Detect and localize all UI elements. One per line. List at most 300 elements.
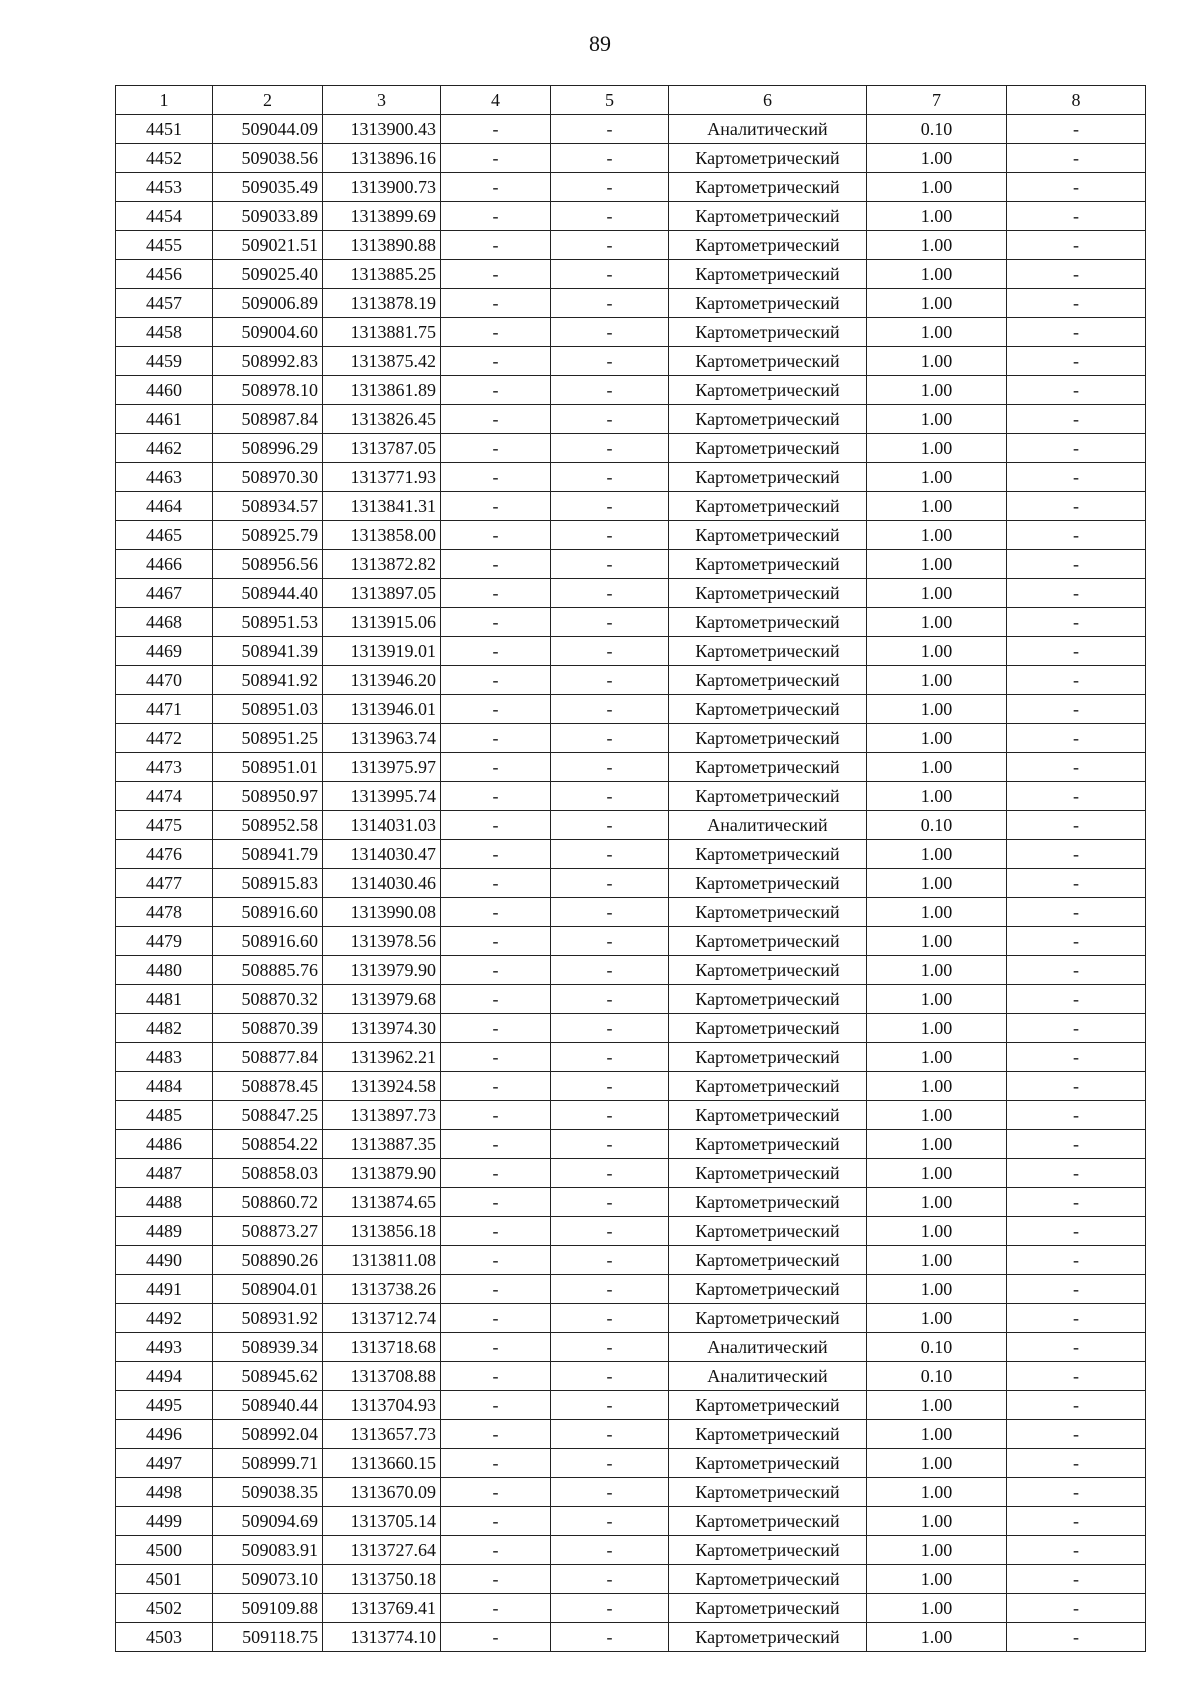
x-coordinate-cell: 509083.91 [213,1536,323,1565]
col5-cell: - [551,1420,669,1449]
y-coordinate-cell: 1313712.74 [323,1304,441,1333]
y-coordinate-cell: 1313841.31 [323,492,441,521]
table-row [116,463,1146,492]
method-cell: Картометрический [669,173,867,202]
col4-cell: - [441,753,551,782]
table-row [116,1333,1146,1362]
y-coordinate-cell: 1313899.69 [323,202,441,231]
col5-cell: - [551,1362,669,1391]
point-number-cell: 4479 [116,927,213,956]
x-coordinate-cell: 508951.25 [213,724,323,753]
col5-cell: - [551,260,669,289]
col5-cell: - [551,521,669,550]
x-coordinate-cell: 508939.34 [213,1333,323,1362]
col4-cell: - [441,318,551,347]
table-row [116,1391,1146,1420]
method-cell: Картометрический [669,898,867,927]
point-number-cell: 4472 [116,724,213,753]
accuracy-cell: 1.00 [867,463,1007,492]
table-row [116,869,1146,898]
point-number-cell: 4457 [116,289,213,318]
col4-cell: - [441,1594,551,1623]
col8-cell: - [1007,666,1146,695]
y-coordinate-cell: 1313708.88 [323,1362,441,1391]
y-coordinate-cell: 1313875.42 [323,347,441,376]
method-cell: Аналитический [669,115,867,144]
x-coordinate-cell: 508870.39 [213,1014,323,1043]
x-coordinate-cell: 509021.51 [213,231,323,260]
table-row [116,1072,1146,1101]
col4-cell: - [441,724,551,753]
x-coordinate-cell: 508951.01 [213,753,323,782]
table-row [116,637,1146,666]
col4-cell: - [441,1101,551,1130]
point-number-cell: 4489 [116,1217,213,1246]
accuracy-cell: 1.00 [867,1246,1007,1275]
col5-cell: - [551,434,669,463]
table-row [116,521,1146,550]
col4-cell: - [441,1391,551,1420]
col8-cell: - [1007,927,1146,956]
method-cell: Картометрический [669,260,867,289]
col4-cell: - [441,1362,551,1391]
point-number-cell: 4484 [116,1072,213,1101]
col5-cell: - [551,1623,669,1652]
col8-cell: - [1007,1188,1146,1217]
column-header: 3 [323,86,441,115]
y-coordinate-cell: 1313861.89 [323,376,441,405]
column-header: 1 [116,86,213,115]
table-row [116,231,1146,260]
col5-cell: - [551,202,669,231]
col8-cell: - [1007,550,1146,579]
col5-cell: - [551,840,669,869]
method-cell: Картометрический [669,1130,867,1159]
accuracy-cell: 1.00 [867,1623,1007,1652]
x-coordinate-cell: 508916.60 [213,927,323,956]
method-cell: Картометрический [669,840,867,869]
point-number-cell: 4482 [116,1014,213,1043]
x-coordinate-cell: 508951.53 [213,608,323,637]
table-row [116,811,1146,840]
table-row [116,1014,1146,1043]
accuracy-cell: 1.00 [867,1391,1007,1420]
x-coordinate-cell: 508978.10 [213,376,323,405]
x-coordinate-cell: 508854.22 [213,1130,323,1159]
table-row [116,347,1146,376]
col5-cell: - [551,347,669,376]
y-coordinate-cell: 1313900.73 [323,173,441,202]
table-row [116,1449,1146,1478]
col4-cell: - [441,985,551,1014]
y-coordinate-cell: 1313718.68 [323,1333,441,1362]
col8-cell: - [1007,898,1146,927]
point-number-cell: 4499 [116,1507,213,1536]
y-coordinate-cell: 1313879.90 [323,1159,441,1188]
col5-cell: - [551,231,669,260]
col8-cell: - [1007,1130,1146,1159]
y-coordinate-cell: 1313738.26 [323,1275,441,1304]
x-coordinate-cell: 508951.03 [213,695,323,724]
point-number-cell: 4502 [116,1594,213,1623]
col5-cell: - [551,1246,669,1275]
accuracy-cell: 1.00 [867,1014,1007,1043]
table-row [116,202,1146,231]
point-number-cell: 4480 [116,956,213,985]
col5-cell: - [551,666,669,695]
method-cell: Картометрический [669,1188,867,1217]
col8-cell: - [1007,1449,1146,1478]
accuracy-cell: 1.00 [867,144,1007,173]
accuracy-cell: 1.00 [867,1565,1007,1594]
point-number-cell: 4478 [116,898,213,927]
method-cell: Картометрический [669,463,867,492]
col4-cell: - [441,1420,551,1449]
x-coordinate-cell: 508934.57 [213,492,323,521]
y-coordinate-cell: 1313979.90 [323,956,441,985]
col5-cell: - [551,376,669,405]
col5-cell: - [551,753,669,782]
accuracy-cell: 1.00 [867,782,1007,811]
x-coordinate-cell: 508992.04 [213,1420,323,1449]
table-row [116,1594,1146,1623]
accuracy-cell: 1.00 [867,434,1007,463]
col4-cell: - [441,1623,551,1652]
accuracy-cell: 0.10 [867,1333,1007,1362]
method-cell: Картометрический [669,1391,867,1420]
point-number-cell: 4488 [116,1188,213,1217]
accuracy-cell: 1.00 [867,521,1007,550]
point-number-cell: 4496 [116,1420,213,1449]
col8-cell: - [1007,173,1146,202]
x-coordinate-cell: 508870.32 [213,985,323,1014]
col5-cell: - [551,985,669,1014]
table-row [116,695,1146,724]
x-coordinate-cell: 509004.60 [213,318,323,347]
method-cell: Картометрический [669,1594,867,1623]
col4-cell: - [441,1159,551,1188]
method-cell: Картометрический [669,492,867,521]
y-coordinate-cell: 1313769.41 [323,1594,441,1623]
col4-cell: - [441,579,551,608]
accuracy-cell: 1.00 [867,347,1007,376]
col5-cell: - [551,144,669,173]
method-cell: Картометрический [669,579,867,608]
accuracy-cell: 1.00 [867,1101,1007,1130]
method-cell: Картометрический [669,376,867,405]
y-coordinate-cell: 1313979.68 [323,985,441,1014]
col8-cell: - [1007,1101,1146,1130]
col8-cell: - [1007,1217,1146,1246]
point-number-cell: 4473 [116,753,213,782]
table-row [116,1507,1146,1536]
col5-cell: - [551,927,669,956]
x-coordinate-cell: 509118.75 [213,1623,323,1652]
y-coordinate-cell: 1313657.73 [323,1420,441,1449]
y-coordinate-cell: 1313872.82 [323,550,441,579]
point-number-cell: 4485 [116,1101,213,1130]
table-row [116,956,1146,985]
col4-cell: - [441,202,551,231]
method-cell: Картометрический [669,1217,867,1246]
col4-cell: - [441,927,551,956]
method-cell: Картометрический [669,1043,867,1072]
accuracy-cell: 1.00 [867,202,1007,231]
x-coordinate-cell: 508956.56 [213,550,323,579]
col4-cell: - [441,434,551,463]
col8-cell: - [1007,1478,1146,1507]
method-cell: Картометрический [669,347,867,376]
col8-cell: - [1007,1536,1146,1565]
method-cell: Картометрический [669,231,867,260]
col5-cell: - [551,1188,669,1217]
col5-cell: - [551,1391,669,1420]
x-coordinate-cell: 508940.44 [213,1391,323,1420]
method-cell: Картометрический [669,1623,867,1652]
accuracy-cell: 1.00 [867,1072,1007,1101]
col8-cell: - [1007,579,1146,608]
method-cell: Картометрический [669,1101,867,1130]
table-row [116,318,1146,347]
col8-cell: - [1007,289,1146,318]
table-row [116,898,1146,927]
table-row [116,1246,1146,1275]
col5-cell: - [551,1478,669,1507]
accuracy-cell: 1.00 [867,550,1007,579]
method-cell: Картометрический [669,202,867,231]
y-coordinate-cell: 1313750.18 [323,1565,441,1594]
method-cell: Картометрический [669,550,867,579]
table-row [116,1420,1146,1449]
col8-cell: - [1007,1391,1146,1420]
point-number-cell: 4451 [116,115,213,144]
col4-cell: - [441,608,551,637]
col4-cell: - [441,1217,551,1246]
method-cell: Картометрический [669,1478,867,1507]
point-number-cell: 4466 [116,550,213,579]
col4-cell: - [441,695,551,724]
table-row [116,1159,1146,1188]
method-cell: Картометрический [669,1536,867,1565]
x-coordinate-cell: 508952.58 [213,811,323,840]
col8-cell: - [1007,840,1146,869]
accuracy-cell: 1.00 [867,1449,1007,1478]
method-cell: Картометрический [669,521,867,550]
method-cell: Картометрический [669,782,867,811]
table-row [116,289,1146,318]
col8-cell: - [1007,637,1146,666]
table-row [116,724,1146,753]
col5-cell: - [551,1304,669,1333]
y-coordinate-cell: 1313896.16 [323,144,441,173]
point-number-cell: 4461 [116,405,213,434]
accuracy-cell: 1.00 [867,869,1007,898]
col5-cell: - [551,1072,669,1101]
point-number-cell: 4458 [116,318,213,347]
point-number-cell: 4467 [116,579,213,608]
col4-cell: - [441,637,551,666]
col8-cell: - [1007,1072,1146,1101]
table-row [116,1478,1146,1507]
point-number-cell: 4462 [116,434,213,463]
accuracy-cell: 1.00 [867,956,1007,985]
col8-cell: - [1007,724,1146,753]
col4-cell: - [441,260,551,289]
col8-cell: - [1007,869,1146,898]
y-coordinate-cell: 1313897.05 [323,579,441,608]
table-row [116,434,1146,463]
point-number-cell: 4463 [116,463,213,492]
col4-cell: - [441,1536,551,1565]
table-row [116,782,1146,811]
accuracy-cell: 1.00 [867,666,1007,695]
col5-cell: - [551,1536,669,1565]
col5-cell: - [551,405,669,434]
col5-cell: - [551,318,669,347]
y-coordinate-cell: 1313946.20 [323,666,441,695]
x-coordinate-cell: 508877.84 [213,1043,323,1072]
point-number-cell: 4503 [116,1623,213,1652]
col8-cell: - [1007,1246,1146,1275]
accuracy-cell: 1.00 [867,492,1007,521]
column-header: 4 [441,86,551,115]
point-number-cell: 4494 [116,1362,213,1391]
col5-cell: - [551,608,669,637]
x-coordinate-cell: 508904.01 [213,1275,323,1304]
x-coordinate-cell: 509038.56 [213,144,323,173]
method-cell: Картометрический [669,1449,867,1478]
table-row [116,405,1146,434]
y-coordinate-cell: 1313963.74 [323,724,441,753]
point-number-cell: 4471 [116,695,213,724]
y-coordinate-cell: 1313774.10 [323,1623,441,1652]
accuracy-cell: 1.00 [867,579,1007,608]
col5-cell: - [551,1275,669,1304]
y-coordinate-cell: 1313946.01 [323,695,441,724]
col4-cell: - [441,550,551,579]
x-coordinate-cell: 508999.71 [213,1449,323,1478]
table-row [116,927,1146,956]
table-row [116,1536,1146,1565]
accuracy-cell: 1.00 [867,1043,1007,1072]
col5-cell: - [551,550,669,579]
col4-cell: - [441,1188,551,1217]
point-number-cell: 4476 [116,840,213,869]
accuracy-cell: 1.00 [867,1217,1007,1246]
col8-cell: - [1007,753,1146,782]
y-coordinate-cell: 1313897.73 [323,1101,441,1130]
col5-cell: - [551,1594,669,1623]
col4-cell: - [441,666,551,695]
col4-cell: - [441,347,551,376]
table-row [116,550,1146,579]
table-row [116,1130,1146,1159]
method-cell: Картометрический [669,695,867,724]
col4-cell: - [441,463,551,492]
col4-cell: - [441,1130,551,1159]
x-coordinate-cell: 508885.76 [213,956,323,985]
col4-cell: - [441,1333,551,1362]
col4-cell: - [441,492,551,521]
table-row [116,753,1146,782]
col4-cell: - [441,405,551,434]
col4-cell: - [441,782,551,811]
accuracy-cell: 1.00 [867,1130,1007,1159]
col5-cell: - [551,1217,669,1246]
col8-cell: - [1007,144,1146,173]
accuracy-cell: 1.00 [867,1275,1007,1304]
point-number-cell: 4498 [116,1478,213,1507]
col4-cell: - [441,144,551,173]
point-number-cell: 4477 [116,869,213,898]
accuracy-cell: 1.00 [867,1536,1007,1565]
accuracy-cell: 1.00 [867,985,1007,1014]
col8-cell: - [1007,463,1146,492]
col4-cell: - [441,521,551,550]
point-number-cell: 4456 [116,260,213,289]
col4-cell: - [441,231,551,260]
col8-cell: - [1007,1043,1146,1072]
col8-cell: - [1007,1507,1146,1536]
col5-cell: - [551,579,669,608]
y-coordinate-cell: 1313975.97 [323,753,441,782]
col4-cell: - [441,811,551,840]
col8-cell: - [1007,231,1146,260]
table-row [116,579,1146,608]
table-header-row [116,86,1146,115]
col8-cell: - [1007,115,1146,144]
col4-cell: - [441,956,551,985]
col8-cell: - [1007,347,1146,376]
point-number-cell: 4483 [116,1043,213,1072]
accuracy-cell: 1.00 [867,260,1007,289]
col5-cell: - [551,1043,669,1072]
y-coordinate-cell: 1314030.47 [323,840,441,869]
col8-cell: - [1007,985,1146,1014]
table-row [116,1043,1146,1072]
col8-cell: - [1007,492,1146,521]
point-number-cell: 4492 [116,1304,213,1333]
x-coordinate-cell: 509033.89 [213,202,323,231]
table-row [116,1101,1146,1130]
y-coordinate-cell: 1313995.74 [323,782,441,811]
method-cell: Картометрический [669,985,867,1014]
col4-cell: - [441,1246,551,1275]
method-cell: Картометрический [669,318,867,347]
y-coordinate-cell: 1313704.93 [323,1391,441,1420]
col4-cell: - [441,1275,551,1304]
accuracy-cell: 1.00 [867,1507,1007,1536]
page-number: 89 [589,31,611,56]
table-row [116,260,1146,289]
table-row [116,1188,1146,1217]
col8-cell: - [1007,1304,1146,1333]
accuracy-cell: 1.00 [867,173,1007,202]
accuracy-cell: 1.00 [867,927,1007,956]
col8-cell: - [1007,318,1146,347]
method-cell: Картометрический [669,666,867,695]
y-coordinate-cell: 1313874.65 [323,1188,441,1217]
column-header: 2 [213,86,323,115]
accuracy-cell: 1.00 [867,231,1007,260]
x-coordinate-cell: 508987.84 [213,405,323,434]
y-coordinate-cell: 1313900.43 [323,115,441,144]
y-coordinate-cell: 1313878.19 [323,289,441,318]
col8-cell: - [1007,521,1146,550]
accuracy-cell: 1.00 [867,376,1007,405]
x-coordinate-cell: 509044.09 [213,115,323,144]
x-coordinate-cell: 508931.92 [213,1304,323,1333]
